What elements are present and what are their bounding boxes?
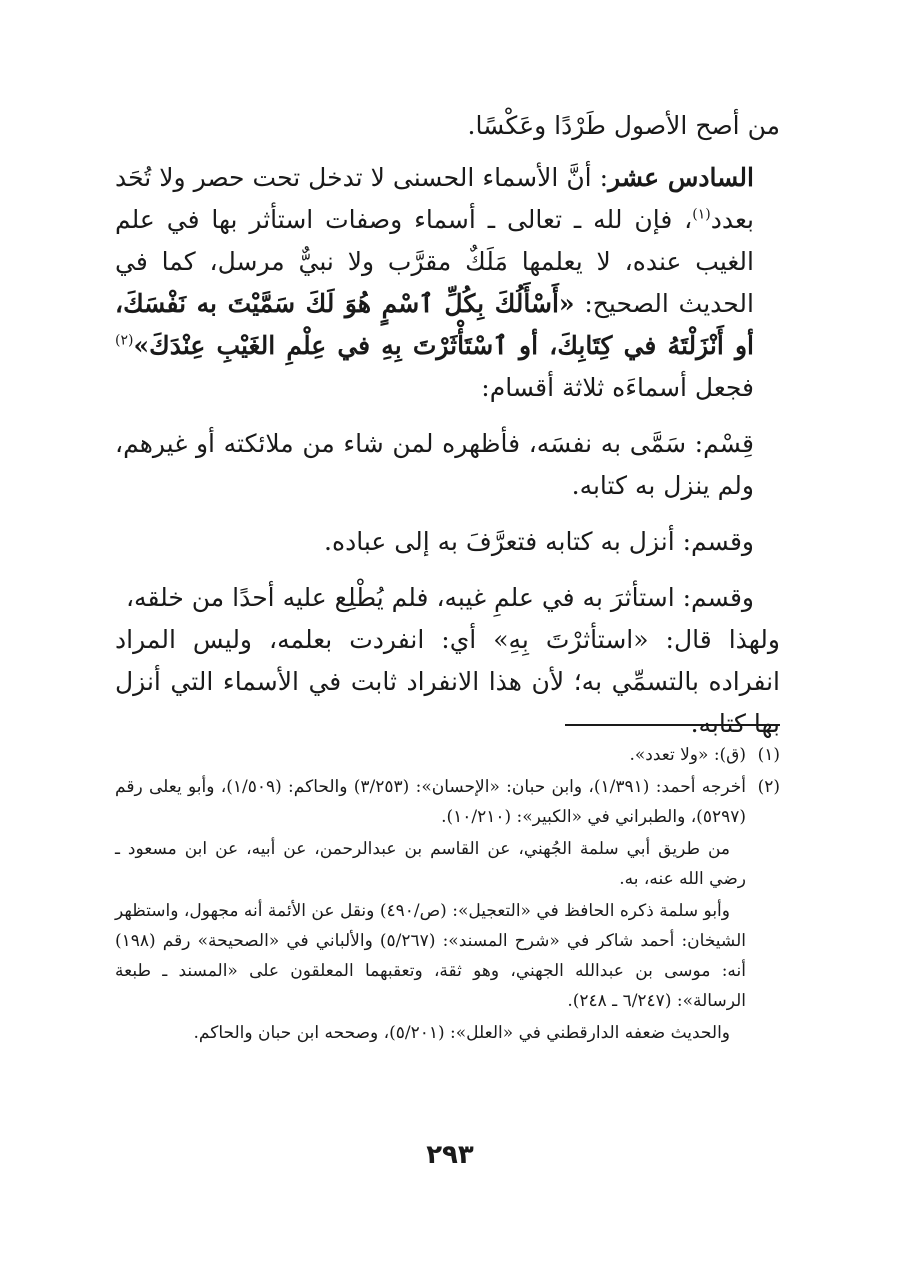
paragraph-sixteenth xyxy=(115,157,780,409)
paragraph-continuation: من أصح الأصول طَرْدًا وعَكْسًا. xyxy=(467,111,780,140)
footnote-ref-1[interactable]: (١) xyxy=(692,206,711,223)
paragraph-second-category: وقسم: أنزل به كتابه فتعرَّفَ به إلى عباده. xyxy=(324,527,754,556)
section-heading: السادس عشر xyxy=(608,163,754,192)
main-text xyxy=(115,105,780,759)
footnote-number: (١) xyxy=(757,745,780,765)
hadith-quote: «أَسْأَلُكَ بِكُلِّ ٱسْمٍ هُوَ لَكَ سَمَّيْتَ به نَفْسَكَ، أو أَنْزَلْتَهُ في كِتَابِكَ، أو ٱسْتَأْثَرْتَ بِهِ في عِلْمِ الغَيْبِ عِنْدَكَ» xyxy=(115,289,754,360)
paragraph-text: : أنَّ الأسماء الحسنى لا تدخل تحت حصر ولا تُحَد بعدد xyxy=(115,163,754,234)
paragraph-first-category: قِسْم: سَمَّى به نفسَه، فأظهره لمن شاء من ملائكته أو غيرهم، ولم ينزل به كتابه. xyxy=(115,429,754,500)
footnote-ref-2[interactable]: (٢) xyxy=(115,332,134,349)
footnote-text: (ق): «ولا تعدد». xyxy=(629,745,746,765)
page-number: ٢٩٣ xyxy=(426,1140,474,1170)
footnote-divider xyxy=(565,724,780,726)
paragraph-third-category: وقسم: استأثرَ به في علمِ غيبه، فلم يُطْلِع عليه أحدًا من خلقه، xyxy=(125,583,754,612)
footnote-2-paragraph: وأبو سلمة ذكره الحافظ في «التعجيل»: (ص/٤٩٠) ونقل عن الأئمة أنه مجهول، واستظهر الشيخان: أحمد شاكر في «شرح المسند»: (٥/٢٦٧) والألباني في «الصحيحة» رقم (١٩٨) أنه: موسى بن عبدالله الجهني، وهو ثقة، وتعقبهما المعلقون على «المسند ـ طبعة الرسالة»: (٦/٢٤٧ ـ ٢٤٨). xyxy=(115,901,747,1011)
paragraph-explanation: ولهذا قال: «استأثرْتَ بِهِ» أي: انفردت بعلمه، وليس المراد انفراده بالتسمِّي به؛ لأن هذا الانفراد ثابت في الأسماء التي أنزل بها كتابه. xyxy=(115,625,780,738)
footnote-1 xyxy=(115,740,780,770)
footnote-2 xyxy=(115,772,780,832)
paragraph-text: ، فإن لله ـ تعالى ـ أسماء وصفات استأثر بها في علم الغيب عنده، لا يعلمها مَلَكٌ مقرَّب ولا نبيٌّ مرسل، كما في الحديث الصحيح: xyxy=(115,205,754,318)
footnote-number: (٢) xyxy=(757,777,780,797)
paragraph-text: فجعل أسماءَه ثلاثة أقسام: xyxy=(481,373,754,402)
footnote-text: أخرجه أحمد: (١/٣٩١)، وابن حبان: «الإحسان»: (٣/٢٥٣) والحاكم: (١/٥٠٩)، وأبو يعلى رقم (٥٢٩٧)، والطبراني في «الكبير»: (١٠/٢١٠). xyxy=(115,777,746,827)
footnote-2-paragraph: والحديث ضعفه الدارقطني في «العلل»: (٥/٢٠١)، وصححه ابن حبان والحاكم. xyxy=(193,1023,730,1043)
footnote-2-paragraph: من طريق أبي سلمة الجُهني، عن القاسم بن عبدالرحمن، عن أبيه، عن ابن مسعود ـ رضي الله عنه، به. xyxy=(115,839,746,889)
footnotes xyxy=(115,740,780,1050)
